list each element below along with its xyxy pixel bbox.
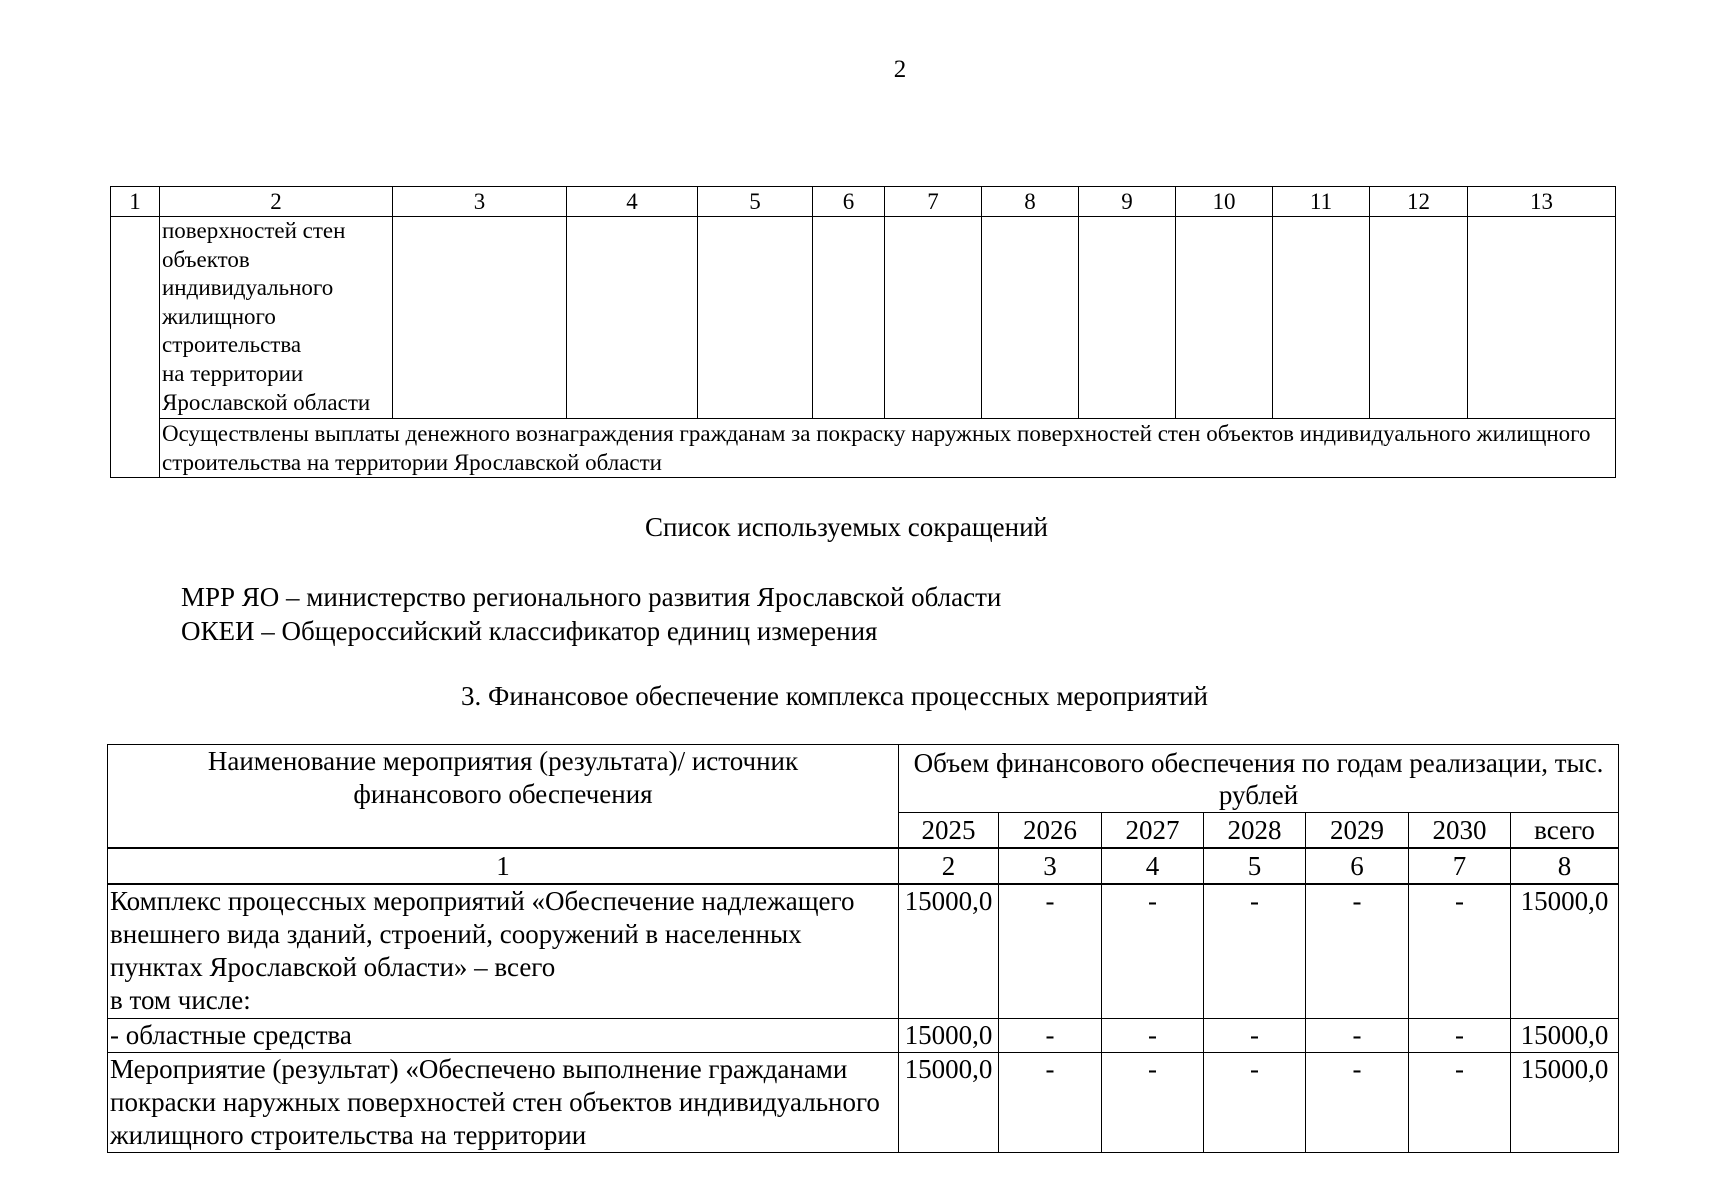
page-number: 2: [893, 56, 907, 83]
column-number: 5: [1204, 848, 1306, 884]
value-cell: -: [999, 1019, 1102, 1053]
header-name-cell: Наименование мероприятия (результата)/ источник финансового обеспечения: [108, 745, 899, 849]
value-cell: -: [1102, 884, 1204, 1019]
value-cell: 15000,0: [1511, 884, 1619, 1019]
table-cell: [698, 217, 813, 419]
abbreviations-list: [181, 580, 1001, 648]
table-cell: [885, 217, 982, 419]
column-number: 4: [567, 187, 698, 217]
column-number: 2: [899, 848, 999, 884]
result-cell: Осуществлены выплаты денежного вознаграждения гражданам за покраску наружных поверхностей стен объектов индивидуального жилищного строительства на территории Ярославской области: [160, 418, 1616, 477]
header-volume-cell: Объем финансового обеспечения по годам реализации, тыс. рублей: [899, 745, 1619, 813]
table-row: [111, 217, 1616, 419]
abbreviations-title: Список используемых сокращений: [645, 512, 1048, 542]
value-cell: -: [1204, 1053, 1306, 1153]
table-cell: [567, 217, 698, 419]
year-header: 2026: [999, 813, 1102, 848]
value-cell: -: [1409, 1053, 1511, 1153]
value-cell: 15000,0: [899, 1053, 999, 1153]
column-number: 9: [1079, 187, 1176, 217]
table-header-row: [108, 745, 1619, 813]
value-cell: -: [999, 1053, 1102, 1153]
table-cell: [393, 217, 567, 419]
column-number: 4: [1102, 848, 1204, 884]
value-cell: 15000,0: [899, 884, 999, 1019]
table-cell: [813, 217, 885, 419]
column-number: 7: [885, 187, 982, 217]
value-cell: 15000,0: [1511, 1053, 1619, 1153]
column-number: 6: [813, 187, 885, 217]
abbreviation-item: МРР ЯО – министерство регионального развития Ярославской области: [181, 582, 1002, 612]
abbreviation-item: ОКЕИ – Общероссийский классификатор единиц измерения: [181, 616, 878, 646]
value-cell: -: [1204, 884, 1306, 1019]
value-cell: 15000,0: [1511, 1019, 1619, 1053]
column-number: 6: [1306, 848, 1409, 884]
column-number: 11: [1273, 187, 1370, 217]
value-cell: -: [1204, 1019, 1306, 1053]
finance-table: [107, 744, 1619, 1153]
value-cell: 15000,0: [899, 1019, 999, 1053]
table-row: [108, 1019, 1619, 1053]
year-header: 2029: [1306, 813, 1409, 848]
indicators-table: [110, 186, 1616, 478]
table-cell: [982, 217, 1079, 419]
table-cell: [1468, 217, 1616, 419]
value-cell: -: [1306, 1053, 1409, 1153]
table-cell: [1370, 217, 1468, 419]
table-row: [108, 884, 1619, 1019]
table-cell: [111, 217, 160, 478]
table-header-row: [111, 187, 1616, 217]
year-header: 2025: [899, 813, 999, 848]
value-cell: -: [999, 884, 1102, 1019]
year-header: всего: [1511, 813, 1619, 848]
indicator-name-cell: поверхностей стен объектов индивидуального жилищного строительства на территории Ярославской области: [160, 217, 393, 419]
row-name-cell: Комплекс процессных мероприятий «Обеспечение надлежащего внешнего вида зданий, строений, сооружений в населенных пунктах Ярославской области» – всего в том числе:: [108, 884, 899, 1019]
column-number: 5: [698, 187, 813, 217]
section-title: 3. Финансовое обеспечение комплекса процессных мероприятий: [461, 681, 1208, 711]
value-cell: -: [1306, 884, 1409, 1019]
value-cell: -: [1409, 884, 1511, 1019]
table-cell: [1079, 217, 1176, 419]
column-numbers-row: [108, 848, 1619, 884]
year-header: 2027: [1102, 813, 1204, 848]
value-cell: -: [1409, 1019, 1511, 1053]
column-number: 2: [160, 187, 393, 217]
year-header: 2030: [1409, 813, 1511, 848]
value-cell: -: [1306, 1019, 1409, 1053]
table-cell: [1273, 217, 1370, 419]
column-number: 1: [108, 848, 899, 884]
column-number: 12: [1370, 187, 1468, 217]
column-number: 8: [1511, 848, 1619, 884]
table-cell: [1176, 217, 1273, 419]
column-number: 3: [999, 848, 1102, 884]
value-cell: -: [1102, 1019, 1204, 1053]
column-number: 8: [982, 187, 1079, 217]
column-number: 3: [393, 187, 567, 217]
year-header: 2028: [1204, 813, 1306, 848]
column-number: 1: [111, 187, 160, 217]
column-number: 10: [1176, 187, 1273, 217]
row-name-cell: Мероприятие (результат) «Обеспечено выполнение гражданами покраски наружных поверхностей стен объектов индивидуального жилищного строительства на территории: [108, 1053, 899, 1153]
row-name-cell: - областные средства: [108, 1019, 899, 1053]
table-row: [108, 1053, 1619, 1153]
table-row: [111, 418, 1616, 477]
column-number: 13: [1468, 187, 1616, 217]
value-cell: -: [1102, 1053, 1204, 1153]
column-number: 7: [1409, 848, 1511, 884]
